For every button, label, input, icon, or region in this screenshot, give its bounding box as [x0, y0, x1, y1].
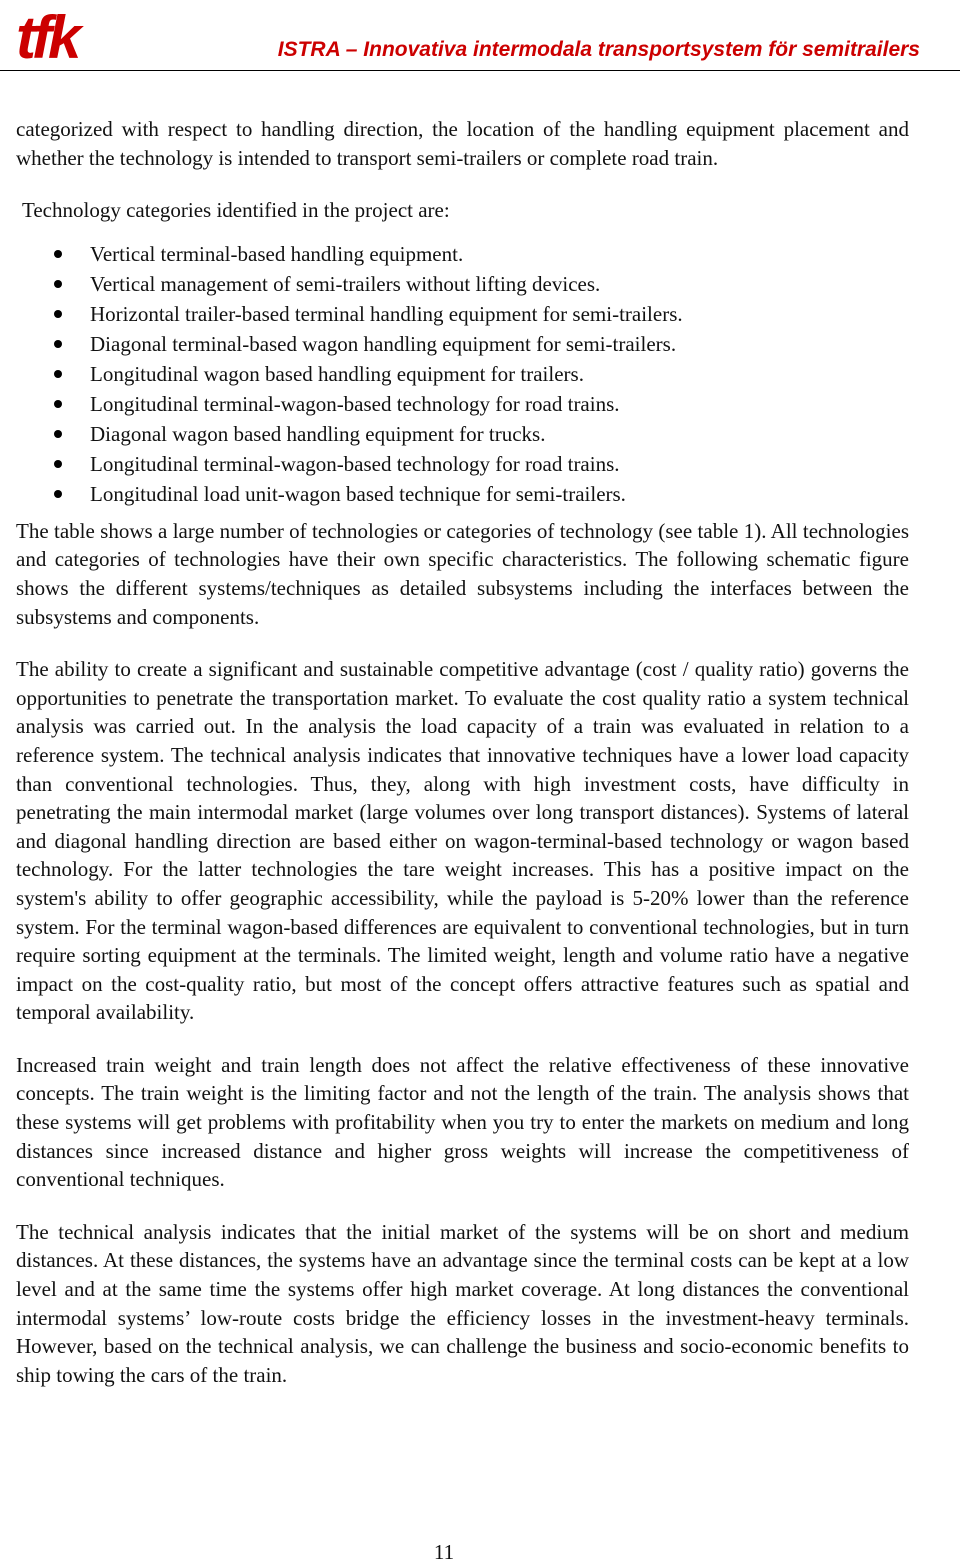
page-body	[16, 115, 909, 1413]
bullet-icon	[54, 340, 62, 348]
paragraph-train-weight: Increased train weight and train length does not affect the relative effectiveness of these innovative concepts. The train weight is the limiting factor and not the length of the train. The analysis shows that these systems will get problems with profitability when you try to enter the markets on medium and long distances since increased distance and higher gross weights will increase the competitiveness of conventional techniques.	[16, 1052, 909, 1192]
document-title: ISTRA – Innovativa intermodala transportsystem för semitrailers	[277, 38, 920, 61]
paragraph-table-overview: The table shows a large number of technologies or categories of technology (see table 1). All technologies and categories of technologies have their own specific characteristics. The following schematic figure shows the different systems/techniques as detailed subsystems including the interfaces between the subsystems and components.	[16, 518, 909, 629]
categories-intro: Technology categories identified in the project are:	[22, 198, 450, 223]
bullet-icon	[54, 460, 62, 468]
list-item-text: Longitudinal wagon based handling equipment for trailers.	[90, 361, 584, 386]
technology-category-list	[16, 239, 909, 509]
list-item	[16, 359, 909, 389]
lead-paragraph: categorized with respect to handling direction, the location of the handling equipment placement and whether the technology is intended to transport semi-trailers or complete road train.	[16, 117, 909, 170]
tfk-logo	[14, 6, 110, 66]
list-item	[16, 479, 909, 509]
bullet-icon	[54, 310, 62, 318]
paragraph-initial-market: The technical analysis indicates that the initial market of the systems will be on short and medium distances. At these distances, the systems have an advantage since the terminal costs can be kept at a low level and at the same time the systems offer high market coverage. At long distances the conventional intermodal systems’ low-route costs bridge the efficiency losses in the investment-heavy terminals. However, based on the technical analysis, we can challenge the business and socio-economic benefits to ship towing the cars of the train.	[16, 1219, 909, 1387]
list-item-text: Longitudinal terminal-wagon-based technology for road trains.	[90, 391, 620, 416]
list-item	[16, 419, 909, 449]
bullet-icon	[54, 490, 62, 498]
list-item-text: Diagonal wagon based handling equipment for trucks.	[90, 421, 546, 446]
bullet-icon	[54, 430, 62, 438]
list-item-text: Vertical management of semi-trailers without lifting devices.	[90, 271, 601, 296]
list-item-text: Diagonal terminal-based wagon handling equipment for semi-trailers.	[90, 331, 677, 356]
list-item-text: Vertical terminal-based handling equipment.	[90, 241, 464, 266]
list-item	[16, 269, 909, 299]
bullet-icon	[54, 400, 62, 408]
bullet-icon	[54, 250, 62, 258]
list-item	[16, 389, 909, 419]
page-number: 11	[433, 1540, 455, 1564]
list-item	[16, 299, 909, 329]
list-item	[16, 329, 909, 359]
bullet-icon	[54, 370, 62, 378]
page-header	[0, 0, 960, 72]
list-item-text: Longitudinal load unit-wagon based technique for semi-trailers.	[90, 481, 626, 506]
list-item	[16, 449, 909, 479]
list-item	[16, 239, 909, 269]
list-item-text: Longitudinal terminal-wagon-based technology for road trains.	[90, 451, 620, 476]
header-divider	[0, 70, 960, 71]
list-item-text: Horizontal trailer-based terminal handling equipment for semi-trailers.	[90, 301, 683, 326]
svg-text:tfk: tfk	[16, 6, 78, 66]
paragraph-competitive-advantage: The ability to create a significant and sustainable competitive advantage (cost / quality ratio) governs the opportunities to penetrate the transportation market. To evaluate the cost quality ratio a system technical analysis was carried out. In the analysis the load capacity of a train was evaluated in relation to a reference system. The technical analysis indicates that innovative techniques have a lower load capacity than conventional technologies. Thus, they, along with high investment costs, have difficulty in penetrating the main intermodal market (large volumes over long transport distances). Systems of lateral and diagonal handling direction are based either on wagon-terminal-based technology or wagon based technology. For the latter technologies the tare weight increases. This has a positive impact on the system's ability to offer geographic accessibility, while the payload is 5-20% lower than the reference system. For the terminal wagon-based differences are equivalent to conventional technologies, but in turn require sorting equipment at the terminals. The limited weight, length and volume ratio have a negative impact on the cost-quality ratio, but most of the concept offers attractive features such as spatial and temporal availability.	[16, 657, 909, 1025]
bullet-icon	[54, 280, 62, 288]
